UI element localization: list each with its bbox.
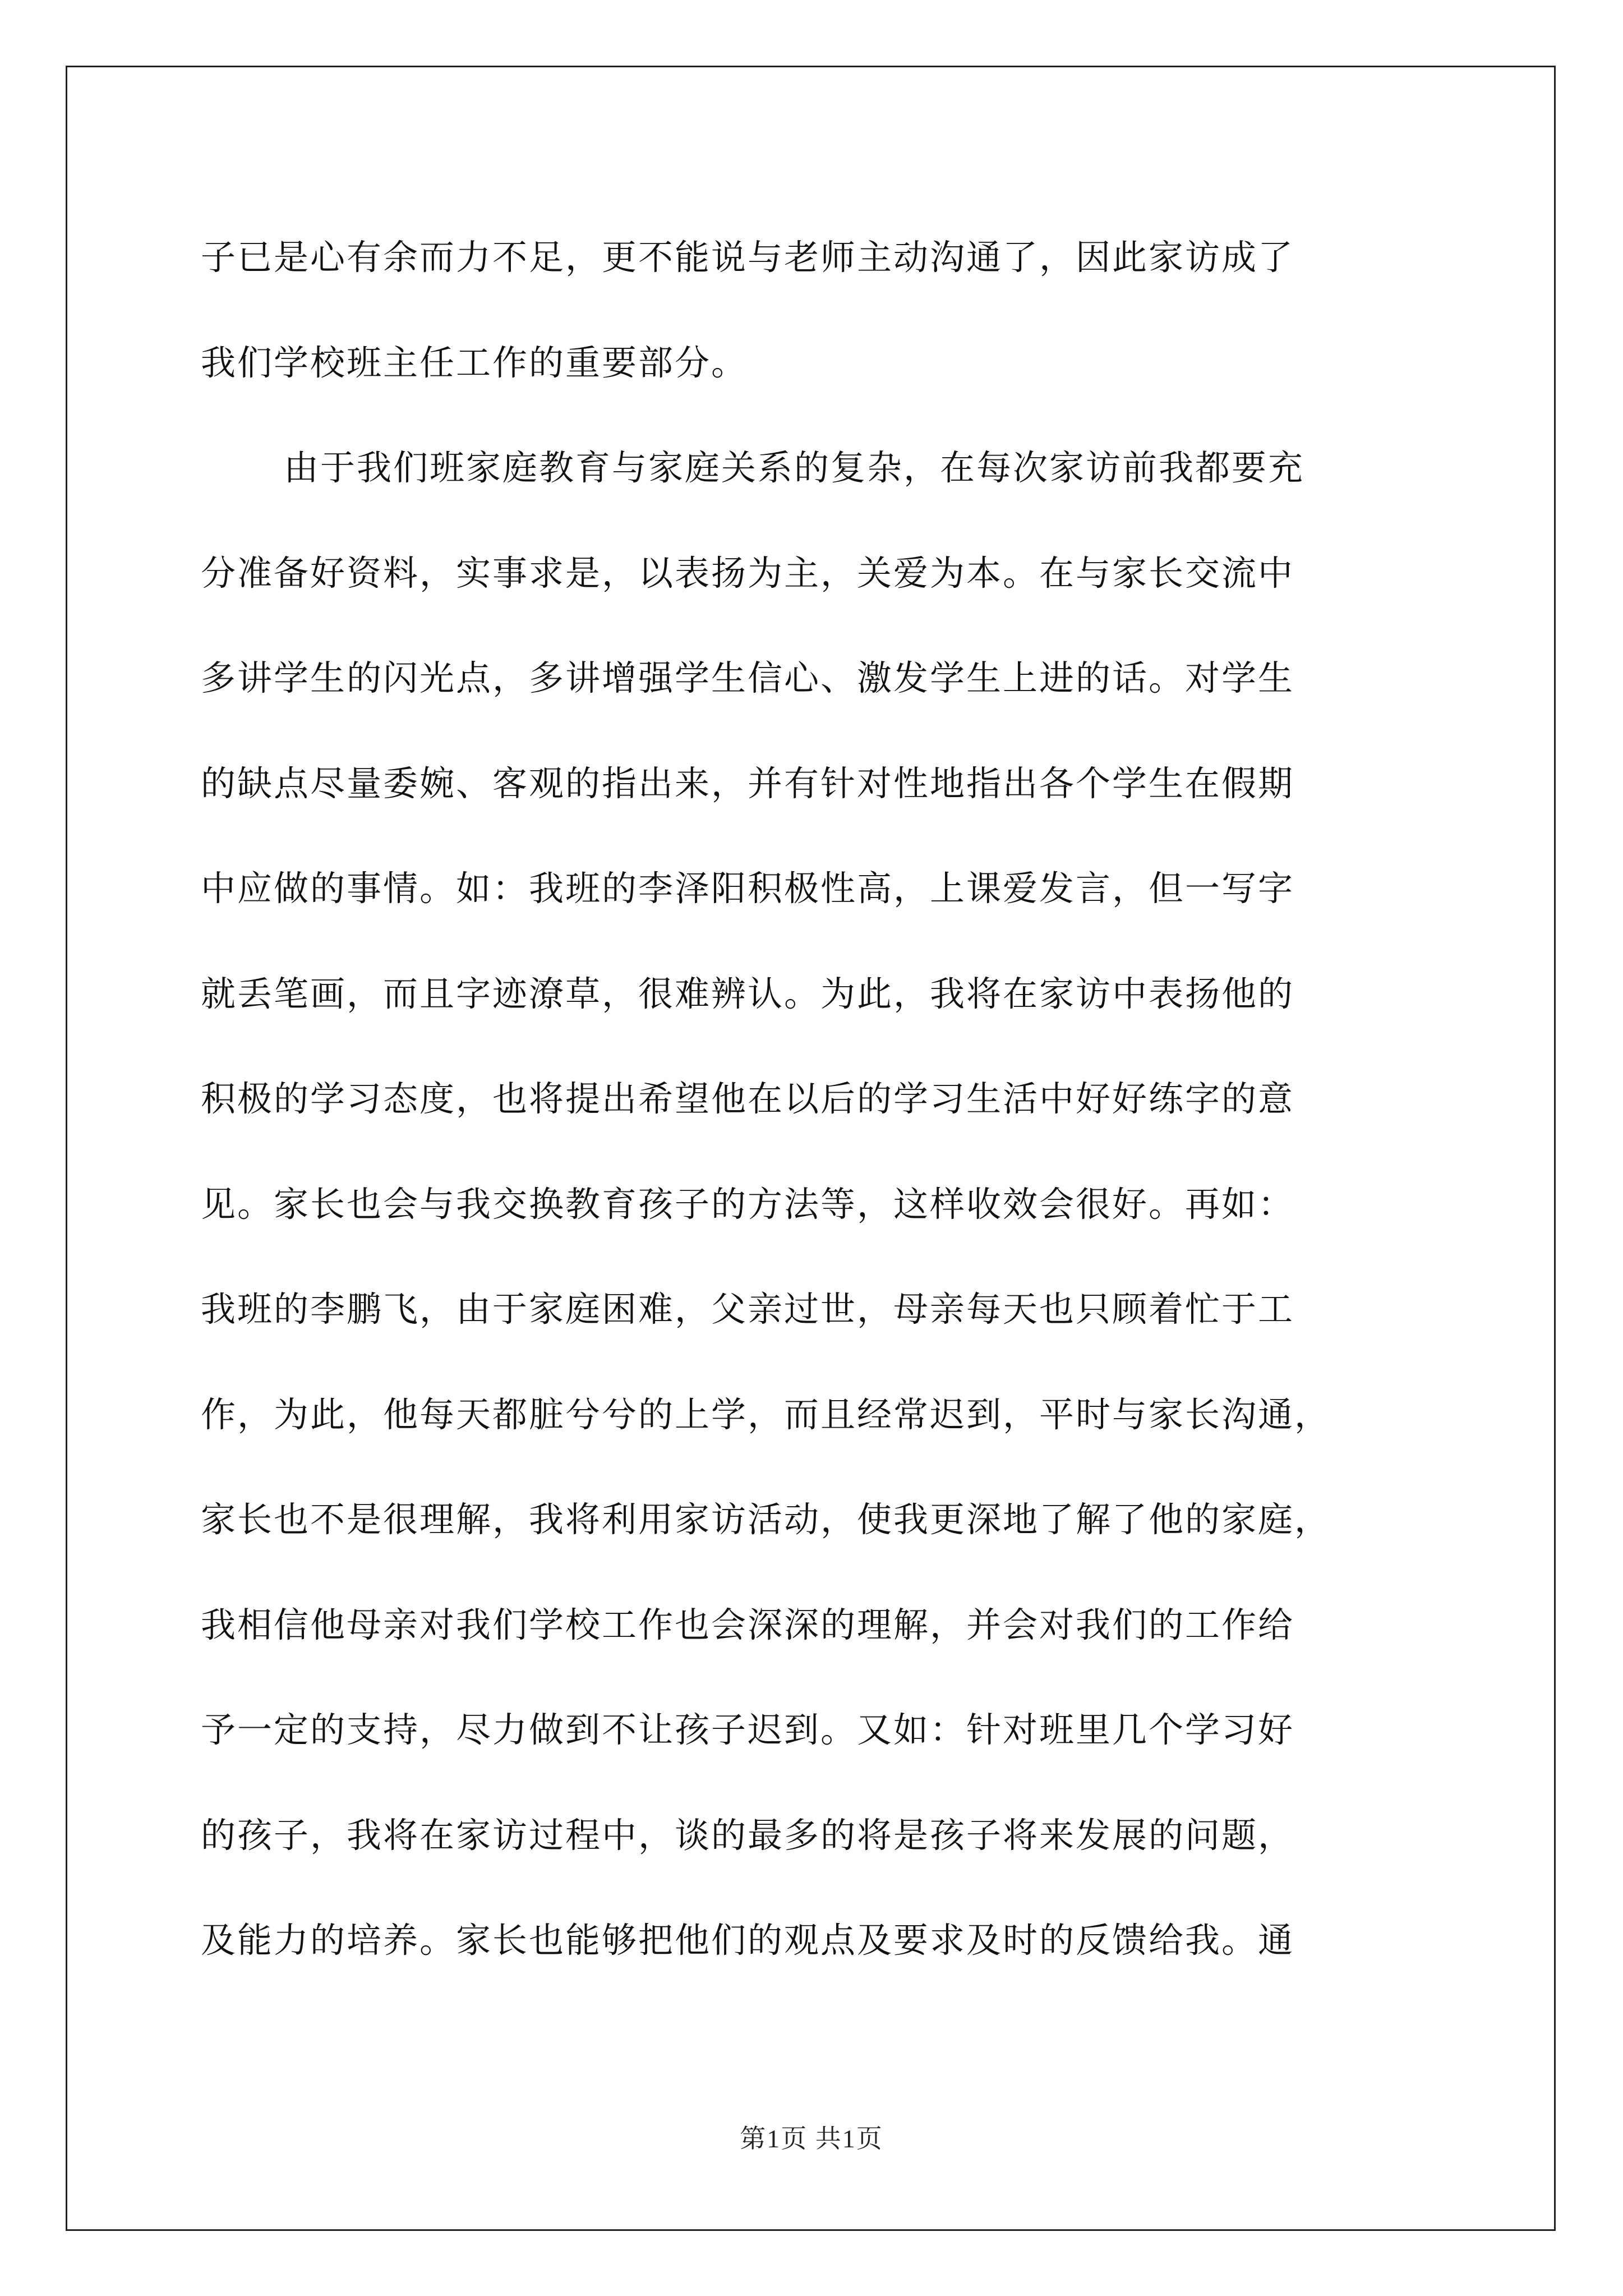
- text-line: 我们学校班主任工作的重要部分。: [201, 342, 748, 383]
- text-line: 的孩子，我将在家访过程中，谈的最多的将是孩子将来发展的问题，: [201, 1814, 1295, 1856]
- text-line: 及能力的培养。家长也能够把他们的观点及要求及时的反馈给我。通: [201, 1920, 1295, 1961]
- page-number-footer: 第1页 共1页: [740, 2124, 883, 2153]
- text-line: 中应做的事情。如：我班的李泽阳积极性高，上课爱发言，但一写字: [201, 868, 1295, 909]
- text-line: 作，为此，他每天都脏兮兮的上学，而且经常迟到，平时与家长沟通，: [201, 1393, 1331, 1435]
- text-line: 的缺点尽量委婉、客观的指出来，并有针对性地指出各个学生在假期: [201, 762, 1295, 804]
- text-line: 子已是心有余而力不足，更不能说与老师主动沟通了，因此家访成了: [201, 237, 1295, 278]
- text-line: 家长也不是很理解，我将利用家访活动，使我更深地了解了他的家庭，: [201, 1499, 1331, 1540]
- text-line-paragraph-start: 由于我们班家庭教育与家庭关系的复杂，在每次家访前我都要充: [284, 447, 1305, 488]
- text-line: 就丢笔画，而且字迹潦草，很难辨认。为此，我将在家访中表扬他的: [201, 973, 1295, 1014]
- text-line: 见。家长也会与我交换教育孩子的方法等，这样收效会很好。再如：: [201, 1183, 1295, 1225]
- document-body: [201, 205, 1429, 1993]
- text-line: 予一定的支持，尽力做到不让孩子迟到。又如：针对班里几个学习好: [201, 1709, 1295, 1750]
- text-line: 积极的学习态度，也将提出希望他在以后的学习生活中好好练字的意: [201, 1078, 1295, 1119]
- text-line: 多讲学生的闪光点，多讲增强学生信心、激发学生上进的话。对学生: [201, 657, 1295, 698]
- text-line: 分准备好资料，实事求是，以表扬为主，关爱为本。在与家长交流中: [201, 552, 1295, 593]
- text-line: 我相信他母亲对我们学校工作也会深深的理解，并会对我们的工作给: [201, 1604, 1295, 1645]
- text-line: 我班的李鹏飞，由于家庭困难，父亲过世，母亲每天也只顾着忙于工: [201, 1289, 1295, 1329]
